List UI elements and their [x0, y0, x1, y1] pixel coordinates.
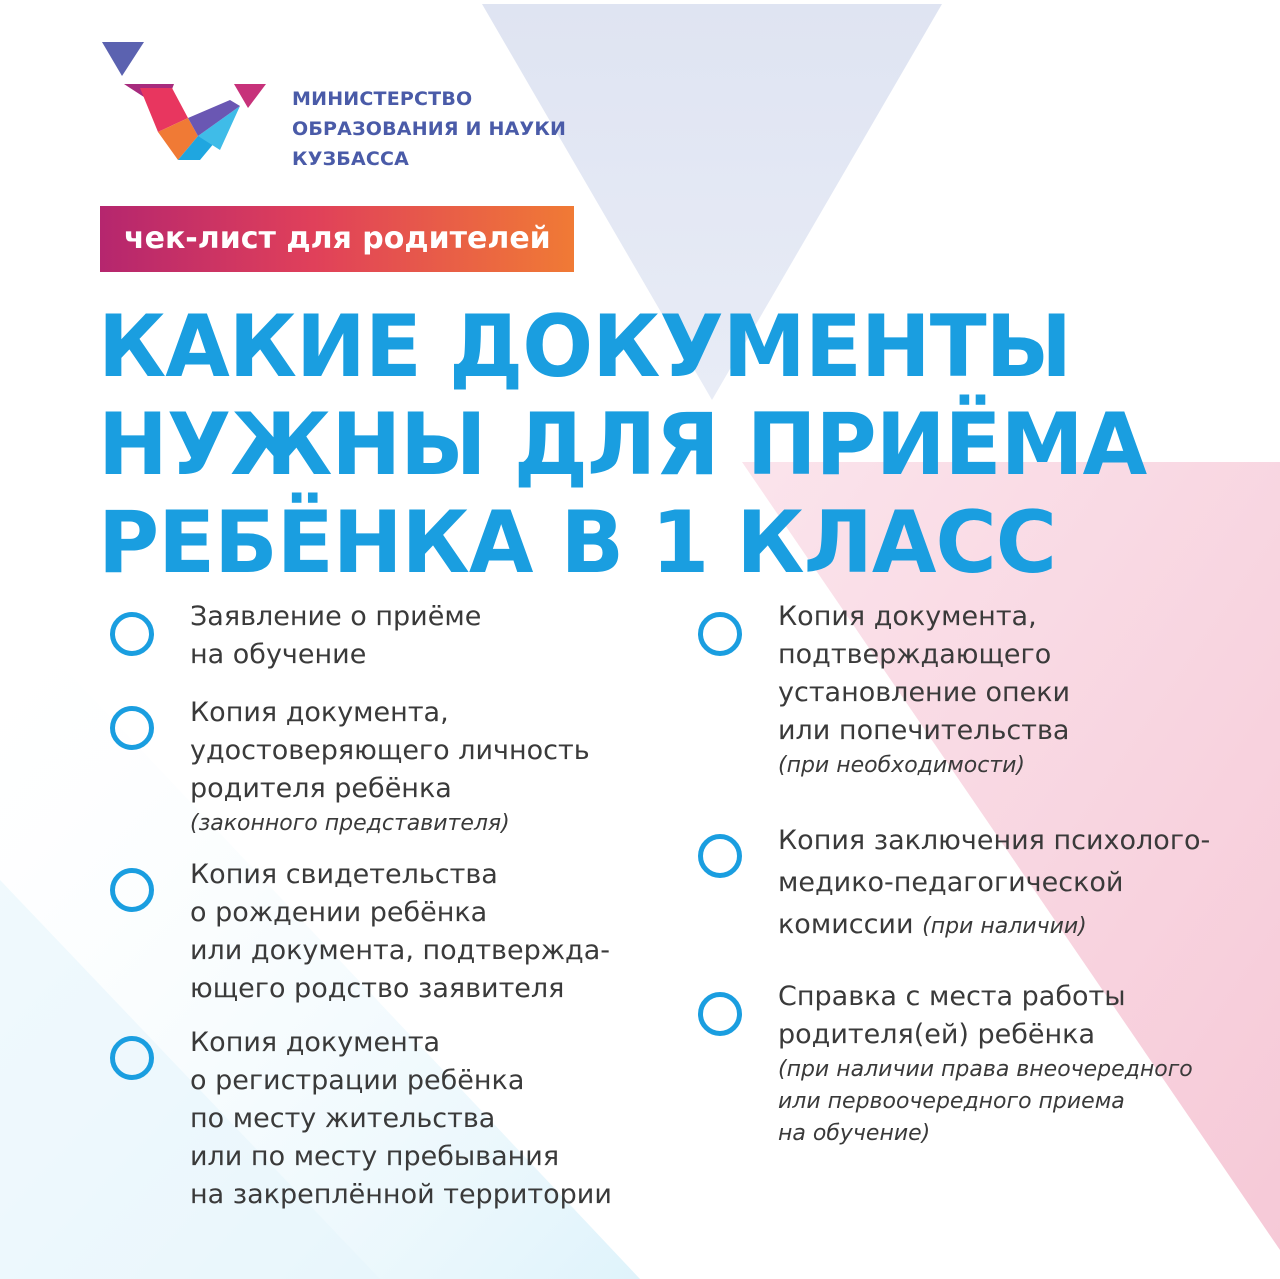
item-line: комиссии: [778, 909, 914, 940]
item-note: (при необходимости): [778, 753, 1026, 778]
ministry-name: [292, 84, 566, 174]
ministry-name-line: ОБРАЗОВАНИЯ И НАУКИ: [292, 118, 567, 140]
item-note: (при наличии): [922, 914, 1087, 939]
item-line: или документа, подтвержда-: [190, 935, 610, 966]
item-line: о регистрации ребёнка: [190, 1065, 525, 1096]
item-line: на обучение: [190, 639, 367, 670]
item-line: подтверждающего: [778, 639, 1052, 670]
item-line: ющего родство заявителя: [190, 973, 565, 1004]
page-title: [98, 298, 1146, 592]
checkbox-circle-icon[interactable]: [698, 612, 742, 656]
item-line: родителя ребёнка: [190, 773, 452, 804]
checkbox-circle-icon[interactable]: [698, 992, 742, 1036]
title-line: КАКИЕ ДОКУМЕНТЫ: [98, 297, 1072, 397]
item-line: родителя(ей) ребёнка: [778, 1019, 1096, 1050]
checkbox-circle-icon[interactable]: [110, 612, 154, 656]
item-line: по месту жительства: [190, 1103, 496, 1134]
checklist-badge: чек-лист для родителей: [100, 206, 574, 272]
item-line: Копия свидетельства: [190, 859, 498, 890]
item-line: медико-педагогической: [778, 867, 1124, 898]
item-line: удостоверяющего личность: [190, 735, 590, 766]
item-line: установление опеки: [778, 677, 1071, 708]
item-note: (законного представителя): [190, 811, 510, 836]
ministry-v-logo-icon: [100, 40, 270, 165]
ministry-name-line: МИНИСТЕРСТВО: [292, 88, 473, 110]
title-line: РЕБЁНКА В 1 КЛАСС: [98, 493, 1056, 593]
item-note: или первоочередного приема: [778, 1089, 1125, 1114]
item-line: Копия документа,: [190, 697, 449, 728]
checkbox-circle-icon[interactable]: [110, 868, 154, 912]
item-line: Справка с места работы: [778, 981, 1126, 1012]
item-line: на закреплённой территории: [190, 1179, 612, 1210]
item-line: Заявление о приёме: [190, 601, 482, 632]
item-line: или по месту пребывания: [190, 1141, 560, 1172]
item-line: о рождении ребёнка: [190, 897, 488, 928]
item-line: Копия документа,: [778, 601, 1037, 632]
item-note: на обучение): [778, 1121, 931, 1146]
title-line: НУЖНЫ ДЛЯ ПРИЁМА: [98, 395, 1147, 495]
checkbox-circle-icon[interactable]: [110, 1036, 154, 1080]
item-line: или попечительства: [778, 715, 1070, 746]
item-note: (при наличии права внеочередного: [778, 1057, 1193, 1082]
checkbox-circle-icon[interactable]: [698, 834, 742, 878]
item-line: Копия заключения психолого-: [778, 825, 1211, 856]
checkbox-circle-icon[interactable]: [110, 706, 154, 750]
ministry-name-line: КУЗБАССА: [292, 148, 410, 170]
item-line: Копия документа: [190, 1027, 441, 1058]
